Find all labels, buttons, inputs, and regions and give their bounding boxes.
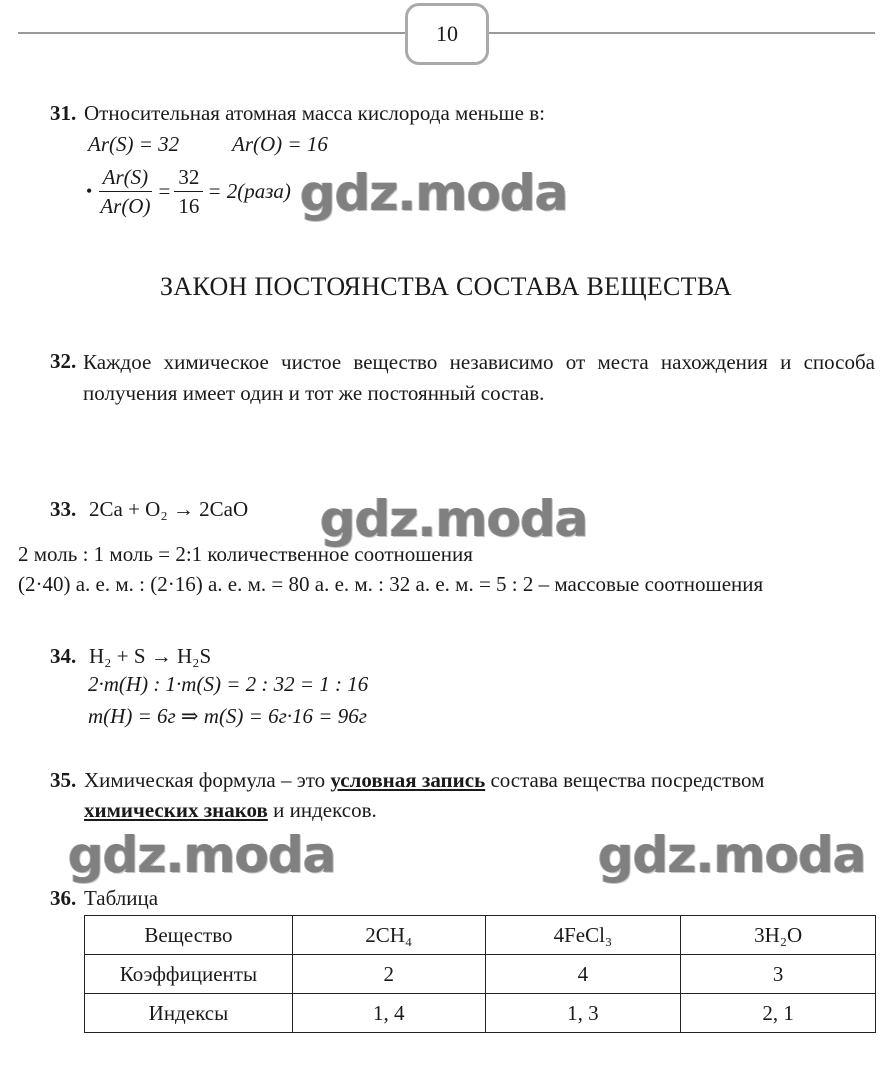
q33-line2: (2·40) а. е. м. : (2·16) а. е. м. = 80 а. е. м. : 32 а. е. м. = 5 : 2 – массовые соотношения bbox=[18, 572, 764, 596]
q33-line1: 2 моль : 1 моль = 2:1 количественное соотношения bbox=[18, 542, 473, 566]
q36-table bbox=[84, 915, 876, 1033]
q35-part3: и индексов. bbox=[273, 798, 377, 822]
q31-text: Относительная атомная масса кислорода меньше в: bbox=[84, 101, 545, 125]
watermark-2: gdz.moda bbox=[320, 490, 588, 548]
q31-ar-s: Ar(S) = 32 bbox=[88, 132, 180, 156]
page-number: 10 bbox=[405, 3, 489, 65]
header-rule-left bbox=[18, 32, 408, 34]
q34-equation: H₂ + S → H₂S bbox=[89, 644, 212, 668]
q35-line2 bbox=[84, 798, 377, 823]
q31-result: = 2(раза) bbox=[207, 179, 291, 203]
q35-part1: Химическая формула – это bbox=[84, 768, 326, 792]
q31-frac-top: Ar(S) bbox=[99, 163, 153, 192]
q32-number: 32. bbox=[50, 349, 77, 373]
table-cell: 2 bbox=[292, 955, 485, 994]
q35-bold1: условная запись bbox=[330, 768, 486, 792]
table-cell: 2, 1 bbox=[681, 994, 876, 1033]
q31-frac-bottom: Ar(O) bbox=[100, 194, 151, 218]
table-cell: Индексы bbox=[85, 994, 293, 1033]
q33-number: 33. bbox=[50, 497, 77, 521]
table-cell: 1, 3 bbox=[485, 994, 681, 1033]
table-cell: 1, 4 bbox=[292, 994, 485, 1033]
q35-line1 bbox=[84, 768, 764, 793]
table-cell: 2CH₄ bbox=[292, 916, 485, 955]
q31-bullet: • bbox=[86, 181, 93, 201]
section-heading: ЗАКОН ПОСТОЯНСТВА СОСТАВА ВЕЩЕСТВА bbox=[160, 272, 732, 301]
q33-equation: 2Ca + O₂ → 2CaO bbox=[89, 497, 249, 521]
q31-equals: = bbox=[158, 179, 171, 203]
q31-ar-o: Ar(O) = 16 bbox=[232, 132, 328, 156]
q35-bold2: химических знаков bbox=[84, 798, 268, 822]
q34-line1: 2·m(H) : 1·m(S) = 2 : 32 = 1 : 16 bbox=[88, 672, 369, 696]
q31-num-bottom: 16 bbox=[178, 194, 200, 218]
table-cell: 3 bbox=[681, 955, 876, 994]
watermark-3: gdz.moda bbox=[68, 826, 336, 884]
q31-num-top: 32 bbox=[174, 163, 203, 192]
q32-text: Каждое химическое чистое вещество независимо от места нахождения и способа получения имеет один и тот же постоянный состав. bbox=[83, 350, 875, 405]
header-rule-right bbox=[485, 32, 875, 34]
table-cell: Коэффициенты bbox=[85, 955, 293, 994]
table-cell: Вещество bbox=[85, 916, 293, 955]
watermark-4: gdz.moda bbox=[598, 826, 866, 884]
q31-ratio bbox=[86, 163, 291, 220]
table-cell: 4FeCl₃ bbox=[485, 916, 681, 955]
q34-number: 34. bbox=[50, 644, 77, 668]
table-cell: 4 bbox=[485, 955, 681, 994]
q35-part2: состава вещества посредством bbox=[490, 768, 765, 792]
q31-fraction-ar bbox=[96, 163, 154, 220]
q36-number: 36. bbox=[50, 886, 77, 910]
q35-number: 35. bbox=[50, 768, 77, 792]
q31-number: 31. bbox=[50, 101, 77, 125]
table-cell: 3H₂O bbox=[681, 916, 876, 955]
q36-title: Таблица bbox=[84, 886, 159, 910]
q34-line2: m(H) = 6г ⇒ m(S) = 6г·16 = 96г bbox=[88, 704, 367, 728]
table-row bbox=[85, 916, 876, 955]
q31-fraction-numbers bbox=[174, 163, 203, 220]
watermark-1: gdz.moda bbox=[300, 164, 568, 222]
table-row bbox=[85, 955, 876, 994]
table-row bbox=[85, 994, 876, 1033]
